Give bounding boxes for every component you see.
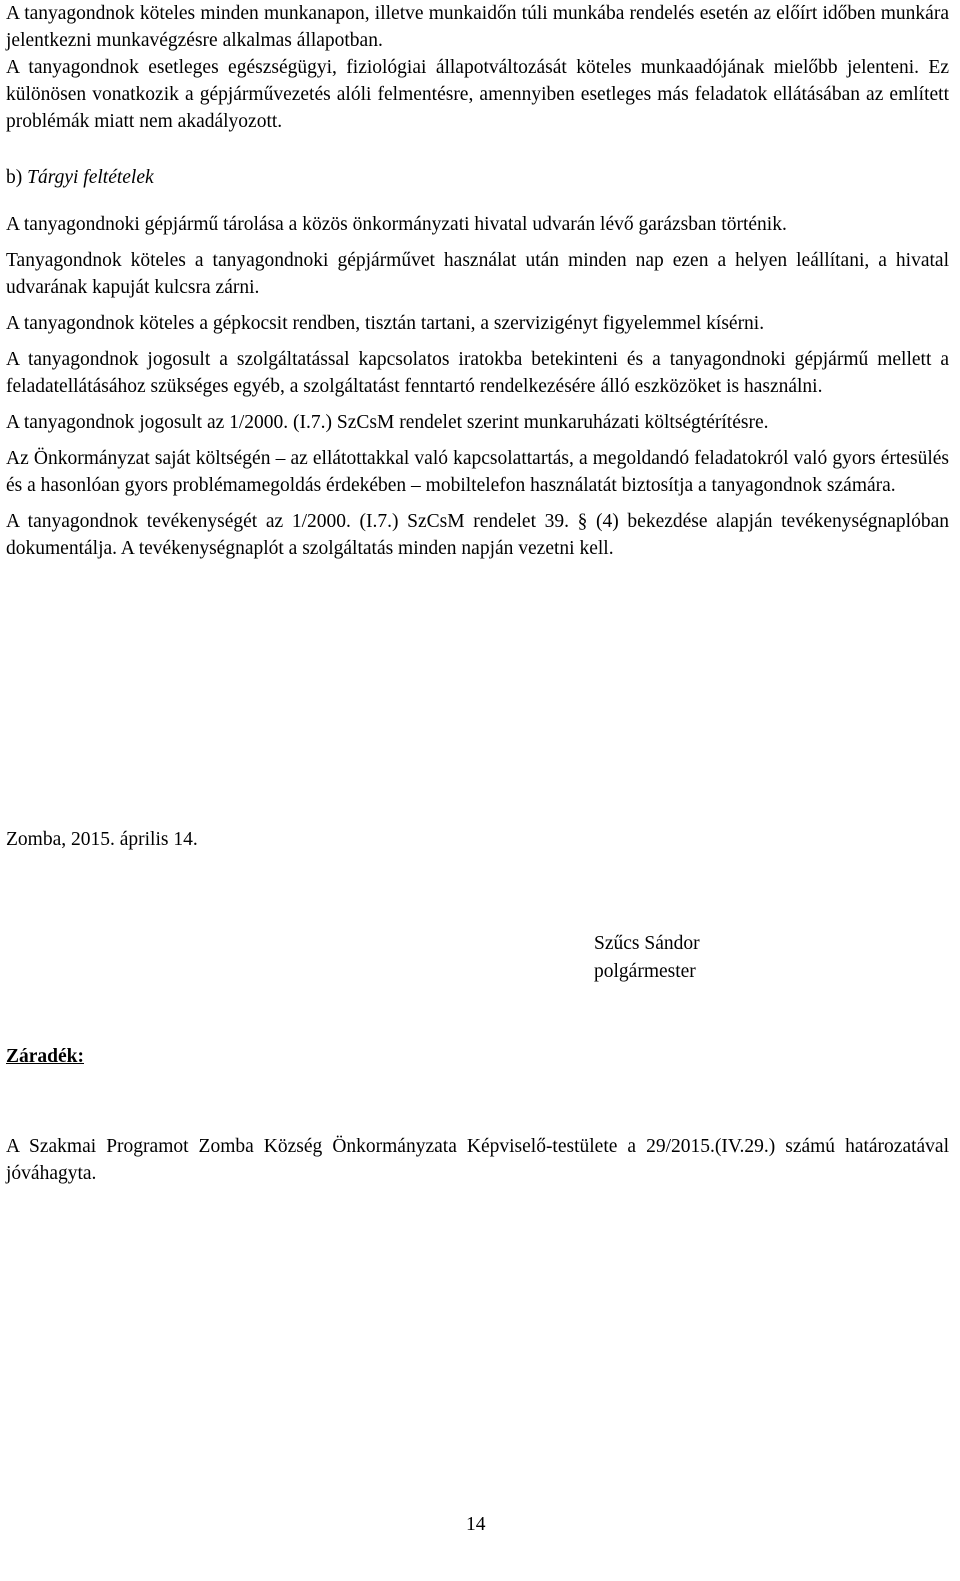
paragraph-document-access: A tanyagondnok jogosult a szolgáltatással kapcsolatos iratokba betekinteni és a tanyagondnoki gépjármű mellett a feladatellátásához szükséges egyéb, a szolgáltatást fenntartó rendelkezésére álló eszközöket is használni. [6, 348, 949, 397]
signature-name: Szűcs Sándor [594, 933, 700, 954]
section-b-title: Tárgyi feltételek [27, 167, 154, 188]
date-line: Zomba, 2015. április 14. [6, 829, 198, 850]
document-page [6, 0, 949, 1535]
paragraph-vehicle-storage: A tanyagondnoki gépjármű tárolása a közös önkormányzati hivatal udvarán lévő garázsban történik. [6, 213, 787, 235]
paragraph-vehicle-maintenance: A tanyagondnok köteles a gépkocsit rendben, tisztán tartani, a szervizigényt figyelemmel kísérni. [6, 312, 765, 334]
paragraph-reporting-duty: A tanyagondnok köteles minden munkanapon, illetve munkaidőn túli munkába rendelés esetén az előírt időben munkára jelentkezni munkavégzésre alkalmas állapotban. [6, 3, 949, 51]
paragraph-workwear-reimbursement: A tanyagondnok jogosult az 1/2000. (I.7.) SzCsM rendelet szerint munkaruházati költségtérítésre. [6, 411, 769, 433]
zaradek-text: A Szakmai Programot Zomba Község Önkormányzata Képviselő-testülete a 29/2015.(IV.29.) számú határozatával jóváhagyta. [6, 1136, 949, 1184]
paragraph-health-change: A tanyagondnok esetleges egészségügyi, fiziológiai állapotváltozását köteles munkaadójának mielőbb jelenteni. Ez különösen vonatkozik a gépjárművezetés alóli felmentésre, amennyiben esetleges más feladatok ellátásában az említett problémák miatt nem akadályozott. [6, 57, 949, 132]
section-b-prefix: b) [6, 167, 23, 188]
page-number: 14 [466, 1514, 486, 1535]
zaradek-title: Záradék: [6, 1046, 84, 1067]
paragraph-activity-log: A tanyagondnok tevékenységét az 1/2000. (I.7.) SzCsM rendelet 39. § (4) bekezdése alapján tevékenységnaplóban dokumentálja. A tevékenységnaplót a szolgáltatás minden napján vezetni kell. [6, 510, 949, 559]
signature-title: polgármester [594, 961, 696, 982]
signature-block [594, 930, 700, 986]
paragraph-mobile-phone: Az Önkormányzat saját költségén – az ellátottakkal való kapcsolattartás, a megoldandó feladatokról való gyors értesülés és a hasonlóan gyors problémamegoldás érdekében – mobiltelefon használatát biztosítja a tanyagondnok számára. [6, 447, 949, 496]
section-b-heading [6, 164, 949, 191]
paragraph-vehicle-parking: Tanyagondnok köteles a tanyagondnoki gépjárművet használat után minden nap ezen a helyen leállítani, a hivatal udvarának kapuját kulcsra zárni. [6, 249, 949, 298]
